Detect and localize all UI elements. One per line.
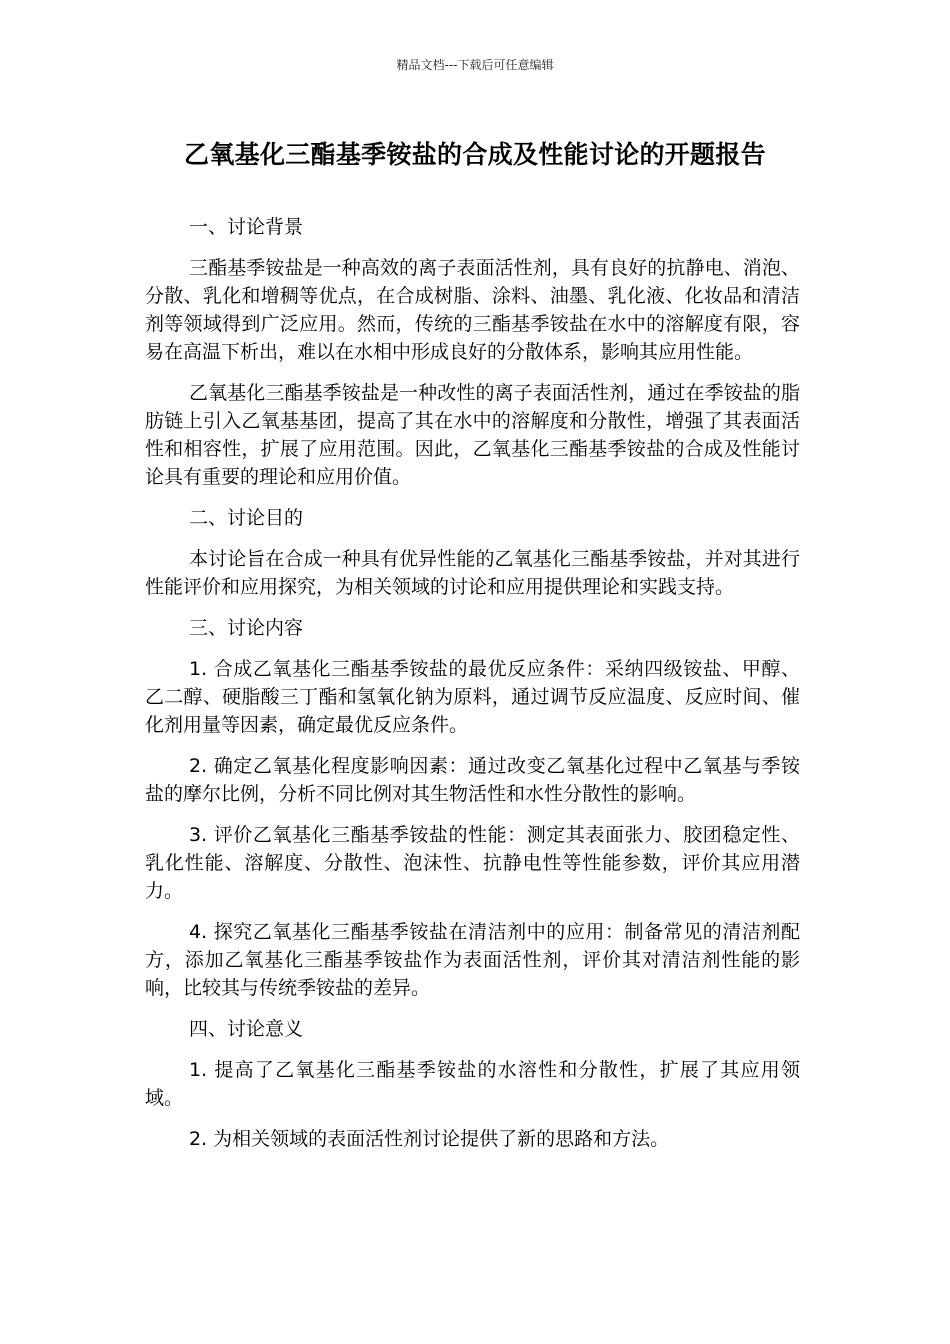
paragraph-background-2: 乙氧基化三酯基季铵盐是一种改性的离子表面活性剂，通过在季铵盐的脂肪链上引入乙氧基基团，提高了其在水中的溶解度和分散性，增强了其表面活性和相容性，扩展了应用范围。因此，乙氧基化三酯基季铵盐的合成及性能讨论具有重要的理论和应用价值。 xyxy=(145,382,800,488)
paragraph-purpose: 本讨论旨在合成一种具有优异性能的乙氧基化三酯基季铵盐，并对其进行性能评价和应用探究，为相关领域的讨论和应用提供理论和实践支持。 xyxy=(145,548,800,598)
content-item-3: 3. 评价乙氧基化三酯基季铵盐的性能：测定其表面张力、胶团稳定性、乳化性能、溶解度、分散性、泡沫性、抗静电性等性能参数，评价其应用潜力。 xyxy=(145,824,800,902)
content-item-2: 2. 确定乙氧基化程度影响因素：通过改变乙氧基化过程中乙氧基与季铵盐的摩尔比例，分析不同比例对其生物活性和水性分散性的影响。 xyxy=(145,755,800,805)
section-heading-background: 一、讨论背景 xyxy=(189,216,304,238)
content-item-4: 4. 探究乙氧基化三酯基季铵盐在清洁剂中的应用：制备常见的清洁剂配方，添加乙氧基化三酯基季铵盐作为表面活性剂，评价其对清洁剂性能的影响，比较其与传统季铵盐的差异。 xyxy=(145,921,800,999)
significance-item-2: 2. 为相关领域的表面活性剂讨论提供了新的思路和方法。 xyxy=(189,1128,670,1150)
section-heading-purpose: 二、讨论目的 xyxy=(189,507,304,529)
section-heading-content: 三、讨论内容 xyxy=(189,617,304,639)
section-heading-significance: 四、讨论意义 xyxy=(189,1018,304,1040)
document-title: 乙氧基化三酯基季铵盐的合成及性能讨论的开题报告 xyxy=(184,140,766,169)
header-note: 精品文档---下载后可任意编辑 xyxy=(396,58,554,72)
significance-item-1: 1. 提高了乙氧基化三酯基季铵盐的水溶性和分散性，扩展了其应用领域。 xyxy=(145,1059,800,1109)
paragraph-background-1: 三酯基季铵盐是一种高效的离子表面活性剂，具有良好的抗静电、消泡、分散、乳化和增稠等优点，在合成树脂、涂料、油墨、乳化液、化妆品和清洁剂等领域得到广泛应用。然而，传统的三酯基季铵盐在水中的溶解度有限，容易在高温下析出，难以在水相中形成良好的分散体系，影响其应用性能。 xyxy=(145,257,800,363)
document-body xyxy=(145,213,800,1166)
content-item-1: 1. 合成乙氧基化三酯基季铵盐的最优反应条件：采纳四级铵盐、甲醇、乙二醇、硬脂酸三丁酯和氢氧化钠为原料，通过调节反应温度、反应时间、催化剂用量等因素，确定最优反应条件。 xyxy=(145,658,800,736)
